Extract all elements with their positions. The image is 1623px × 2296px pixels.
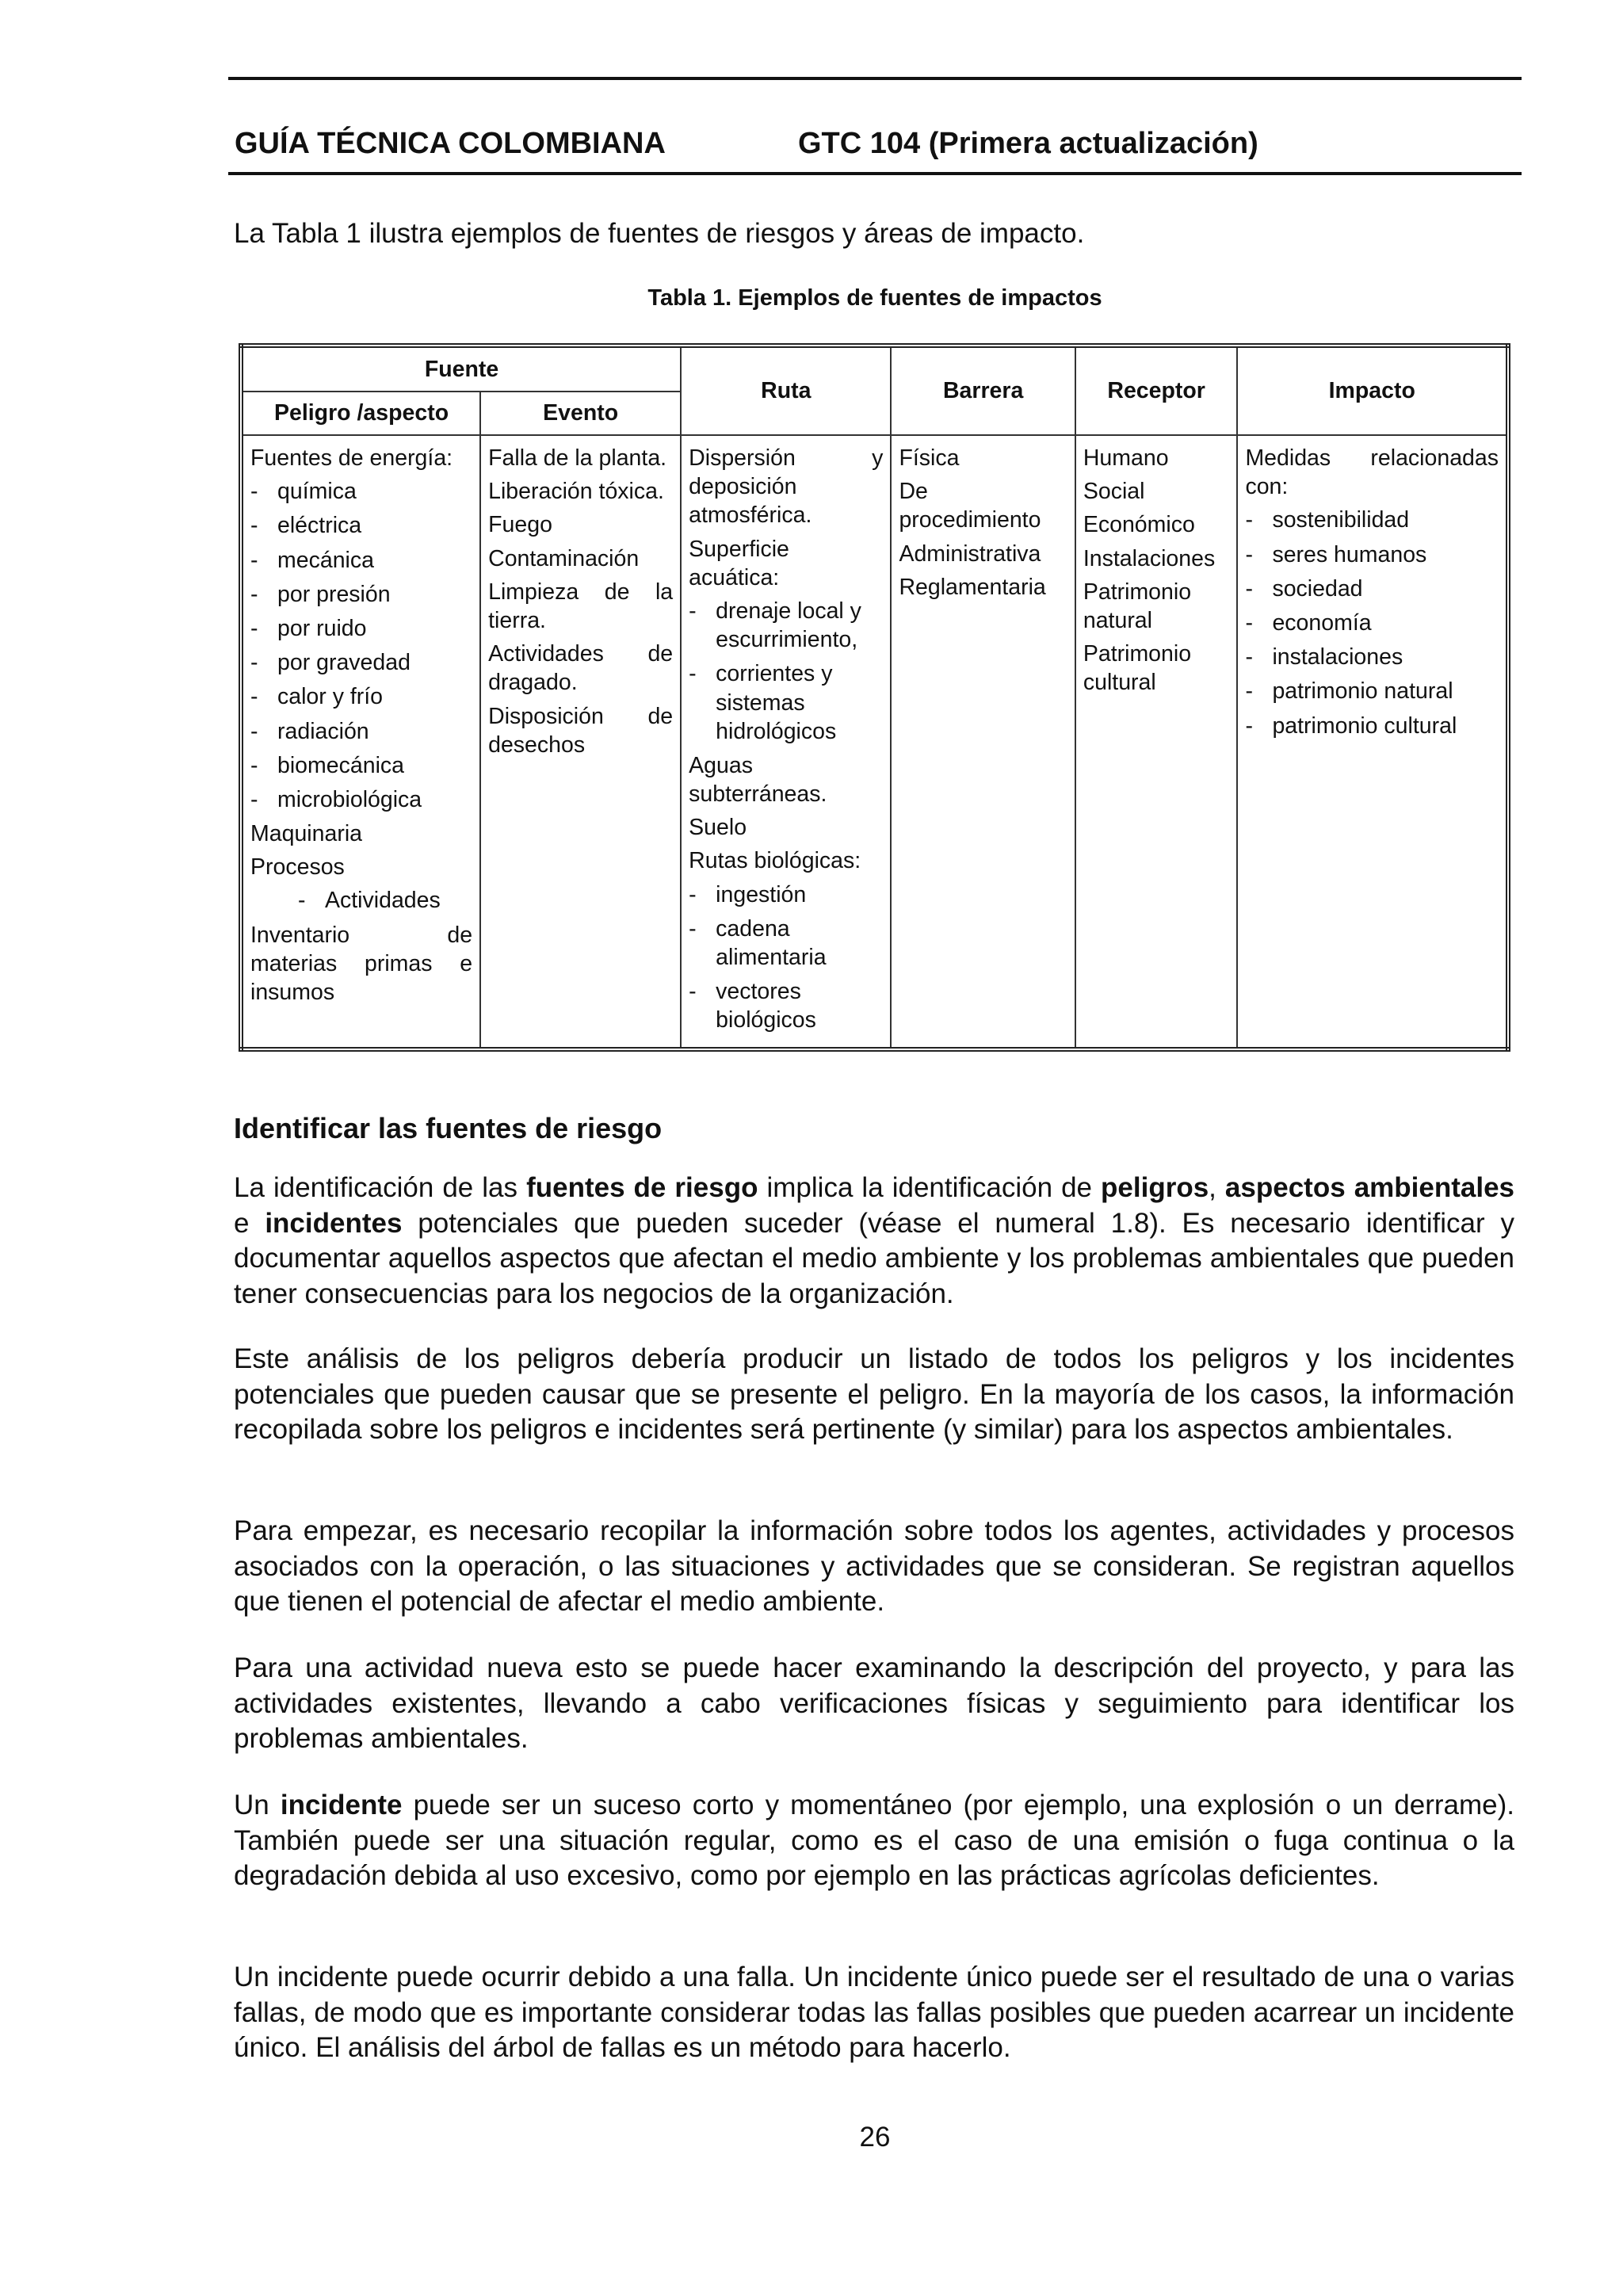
cell-peligro bbox=[241, 435, 480, 1049]
ruta-dispersion: Dispersión y deposición atmosférica. bbox=[689, 445, 884, 529]
receptor-item: Humano bbox=[1083, 445, 1169, 471]
receptor-item: Patrimonio natural bbox=[1083, 579, 1192, 633]
header-title: GUÍA TÉCNICA COLOMBIANA bbox=[235, 127, 666, 160]
evento-item: Contaminación bbox=[488, 545, 640, 571]
evento-item: Falla de la planta. bbox=[488, 445, 667, 471]
receptor-item: Instalaciones bbox=[1083, 545, 1216, 571]
intro-text: La Tabla 1 ilustra ejemplos de fuentes de riesgos y áreas de impacto. bbox=[234, 218, 1085, 249]
table-header-row bbox=[241, 346, 1508, 392]
receptor-item: Social bbox=[1083, 479, 1145, 505]
header-ruta: Ruta bbox=[681, 346, 891, 435]
list-item: - drenaje local y escurrimiento, bbox=[689, 598, 861, 653]
list-item: - calor y frío bbox=[250, 684, 384, 710]
cell-receptor bbox=[1075, 435, 1238, 1049]
cell-ruta bbox=[681, 435, 891, 1049]
paragraph-3: Para empezar, es necesario recopilar la información sobre todos los agentes, actividades y procesos asociados con la operación, o las situaciones y actividades que se consideran. Se registran aquellos que tienen el potencial de afectar el medio ambiente. bbox=[234, 1515, 1514, 1617]
list-item: - microbiológica bbox=[250, 786, 422, 812]
receptor-item: Patrimonio cultural bbox=[1083, 641, 1192, 696]
ruta-biologicas: Rutas biológicas: bbox=[689, 848, 861, 874]
header-standard-code: GTC 104 (Primera actualización) bbox=[798, 127, 1258, 160]
header-barrera: Barrera bbox=[891, 346, 1075, 435]
evento-item: Liberación tóxica. bbox=[488, 479, 664, 505]
list-item: - Actividades bbox=[298, 888, 441, 914]
list-item: - química bbox=[250, 479, 357, 505]
list-item: - vectores biológicos bbox=[689, 979, 816, 1033]
evento-item: Actividades de dragado. bbox=[488, 641, 674, 696]
barrera-item: Administrativa bbox=[899, 541, 1041, 567]
list-item: - economía bbox=[1245, 609, 1372, 636]
paragraph-4: Para una actividad nueva esto se puede hacer examinando la descripción del proyecto, y para las actividades existentes, llevando a cabo verificaciones físicas y seguimiento para identificar los problemas ambientales. bbox=[234, 1652, 1514, 1754]
list-item: - por ruido bbox=[250, 615, 367, 641]
list-item: - instalaciones bbox=[1245, 644, 1403, 670]
ruta-suelo: Suelo bbox=[689, 815, 747, 841]
list-item: - sociedad bbox=[1245, 575, 1363, 602]
cell-impacto bbox=[1237, 435, 1508, 1049]
header-receptor: Receptor bbox=[1075, 346, 1238, 435]
sources-table bbox=[239, 343, 1510, 1052]
ruta-superficie: Superficie acuática: bbox=[689, 536, 789, 590]
peligro-inventario: Inventario de materias primas e insumos bbox=[250, 922, 473, 1005]
barrera-item: Reglamentaria bbox=[899, 574, 1046, 600]
header-impacto: Impacto bbox=[1237, 346, 1508, 435]
paragraph-6: Un incidente puede ocurrir debido a una falla. Un incidente único puede ser el resultado de una o varias fallas, de modo que es importante considerar todas las fallas posibles que pueden acarrear un incidente único. El análisis del árbol de fallas es un método para hacerlo. bbox=[234, 1962, 1514, 2063]
paragraph-1: La identificación de las fuentes de riesgo implica la identificación de peligros, aspectos ambientales e incidentes potenciales que pueden suceder (véase el numeral 1.8). Es necesario identificar y documentar aquellos aspectos que afectan el medio ambiente y los problemas ambientales que pueden tener consecuencias para los negocios de la organización. bbox=[234, 1172, 1514, 1309]
barrera-item: Física bbox=[899, 445, 960, 471]
header-rule-top bbox=[228, 77, 1522, 80]
evento-item: Limpieza de la tierra. bbox=[488, 579, 674, 633]
list-item: - corrientes y sistemas hidrológicos bbox=[689, 661, 837, 744]
cell-evento bbox=[480, 435, 681, 1049]
list-item: - sostenibilidad bbox=[1245, 507, 1410, 533]
list-item: - cadena alimentaria bbox=[689, 915, 827, 970]
section-heading: Identificar las fuentes de riesgo bbox=[234, 1112, 663, 1144]
list-item: - patrimonio cultural bbox=[1245, 712, 1457, 739]
barrera-item: De procedimiento bbox=[899, 479, 1041, 533]
peligro-procesos: Procesos bbox=[250, 854, 345, 881]
paragraph-5: Un incidente puede ser un suceso corto y momentáneo (por ejemplo, una explosión o un derrame). También puede ser una situación regular, como es el caso de una emisión o fuga continua o la degradación debida al uso excesivo, como por ejemplo en las prácticas agrícolas deficientes. bbox=[234, 1790, 1514, 1891]
header-evento: Evento bbox=[480, 392, 681, 435]
list-item: - radiación bbox=[250, 718, 369, 744]
peligro-intro: Fuentes de energía: bbox=[250, 445, 453, 471]
receptor-item: Económico bbox=[1083, 512, 1195, 538]
list-item: - eléctrica bbox=[250, 513, 362, 539]
paragraph-2: Este análisis de los peligros debería producir un listado de todos los peligros y los incidentes potenciales que pueden causar que se presente el peligro. En la mayoría de los casos, la información recopilada sobre los peligros e incidentes será pertinente (y similar) para los aspectos ambientales. bbox=[234, 1343, 1514, 1445]
list-item: - biomecánica bbox=[250, 752, 405, 778]
list-item: - por presión bbox=[250, 581, 391, 607]
ruta-aguas: Aguas subterráneas. bbox=[689, 752, 827, 808]
list-item: - por gravedad bbox=[250, 650, 411, 676]
list-item: - patrimonio natural bbox=[1245, 678, 1453, 705]
list-item: - ingestión bbox=[689, 881, 807, 907]
impacto-intro: Medidas relacionadas con: bbox=[1245, 445, 1499, 500]
list-item: - mecánica bbox=[250, 547, 374, 573]
cell-barrera bbox=[891, 435, 1075, 1049]
table-row bbox=[241, 435, 1508, 1049]
header-fuente: Fuente bbox=[241, 346, 681, 392]
peligro-maquinaria: Maquinaria bbox=[250, 821, 362, 847]
evento-item: Disposición de desechos bbox=[488, 703, 674, 758]
list-item: - seres humanos bbox=[1245, 541, 1427, 567]
header-peligro: Peligro /aspecto bbox=[241, 392, 480, 435]
header-rule-bottom bbox=[228, 172, 1522, 175]
page-number: 26 bbox=[859, 2122, 891, 2153]
table-caption: Tabla 1. Ejemplos de fuentes de impactos bbox=[647, 285, 1102, 311]
evento-item: Fuego bbox=[488, 512, 552, 538]
